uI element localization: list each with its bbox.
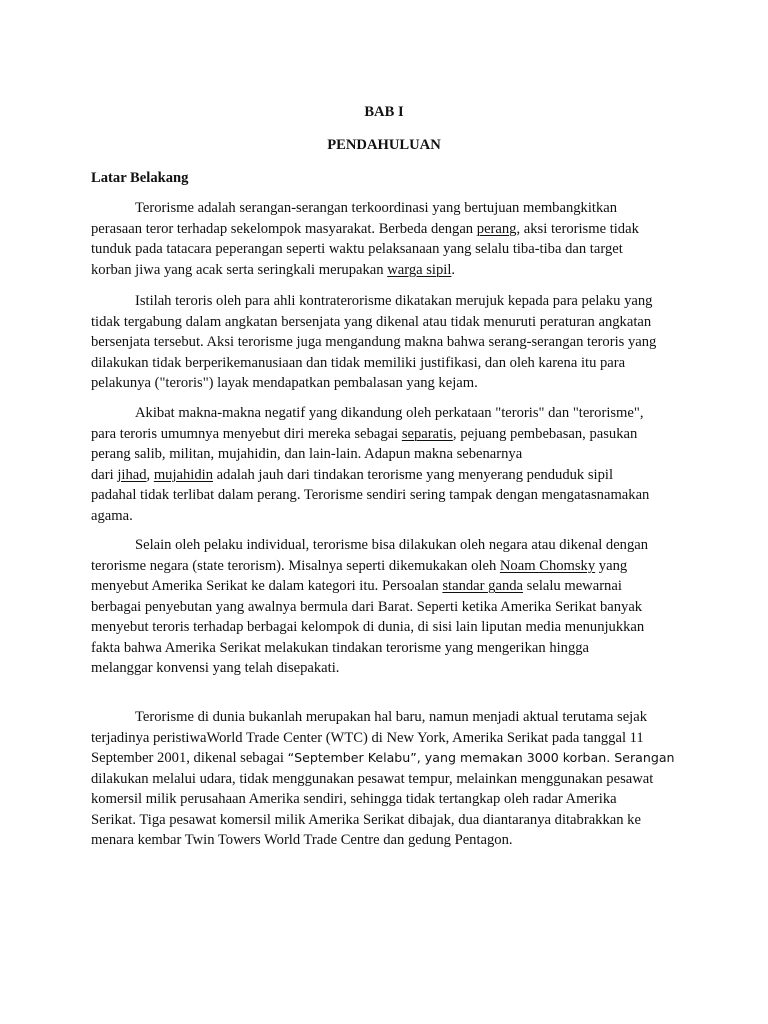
section-title: Latar Belakang	[91, 170, 189, 186]
paragraph-line: dilakukan tidak berperikemanusiaan dan tidak memiliki justifikasi, dan oleh karena itu para	[91, 354, 626, 371]
chapter-number: BAB I	[364, 104, 404, 120]
paragraph-line: Istilah teroris oleh para ahli kontraterorisme dikatakan merujuk kepada para pelaku yang	[135, 293, 653, 309]
paragraph-line: korban jiwa yang acak serta seringkali merupakan warga sipil.	[91, 261, 456, 278]
paragraph-line: menyebut Amerika Serikat ke dalam kategori itu. Persoalan standar ganda selalu mewarnai	[91, 578, 622, 594]
paragraph-1	[91, 198, 681, 280]
paragraph-line: Akibat makna-makna negatif yang dikandung oleh perkataan "teroris" dan "terorisme",	[135, 405, 644, 421]
paragraph-3	[91, 403, 681, 526]
paragraph-line: padahal tidak terlibat dalam perang. Terorisme sendiri sering tampak dengan mengatasnamakan	[91, 487, 650, 503]
link-mujahidin[interactable]: mujahidin	[153, 466, 214, 483]
paragraph-line: melanggar konvensi yang telah disepakati.	[91, 660, 340, 676]
paragraph-line: perasaan teror terhadap sekelompok masyarakat. Berbeda dengan perang, aksi terorisme tidak	[91, 220, 639, 237]
paragraph-line: komersil milik perusahaan Amerika sendiri, sehingga tidak tertangkap oleh radar Amerika	[91, 791, 617, 807]
paragraph-line: Terorisme adalah serangan-serangan terkoordinasi yang bertujuan membangkitkan	[135, 200, 618, 216]
paragraph-line: dari jihad, mujahidin adalah jauh dari tindakan terorisme yang menyerang penduduk sipil	[91, 466, 614, 483]
paragraph-line: menyebut teroris terhadap berbagai kelompok di dunia, di sisi lain liputan media menunjukkan	[91, 619, 645, 635]
paragraph-line: fakta bahwa Amerika Serikat melakukan tindakan terorisme yang mengerikan hingga	[91, 639, 590, 656]
link-noam-chomsky[interactable]: Noam Chomsky	[499, 557, 596, 574]
paragraph-5	[91, 707, 681, 851]
paragraph-line: berbagai penyebutan yang awalnya bermula dari Barat. Seperti ketika Amerika Serikat banyak	[91, 598, 643, 615]
paragraph-2	[91, 291, 681, 394]
paragraph-line: bersenjata tersebut. Aksi terorisme juga mengandung makna bahwa serang-serangan teroris yang	[91, 334, 657, 350]
paragraph-line: menara kembar Twin Towers World Trade Centre dan gedung Pentagon.	[91, 832, 513, 848]
paragraph-line: September 2001, dikenal sebagai “September Kelabu”, yang memakan 3000 korban. Serangan	[91, 750, 675, 766]
link-separatis[interactable]: separatis	[401, 425, 453, 442]
paragraph-line: Terorisme di dunia bukanlah merupakan hal baru, namun menjadi aktual terutama sejak	[135, 709, 648, 725]
paragraph-line: dilakukan melalui udara, tidak menggunakan pesawat tempur, melainkan menggunakan pesawat	[91, 770, 654, 787]
paragraph-line: tidak tergabung dalam angkatan bersenjata yang dikenal atau tidak menuruti peraturan angkatan	[91, 313, 652, 330]
paragraph-line: terorisme negara (state terorism). Misalnya seperti dikemukakan oleh Noam Chomsky yang	[91, 557, 628, 574]
paragraph-line: para teroris umumnya menyebut diri mereka sebagai separatis, pejuang pembebasan, pasukan	[91, 425, 638, 442]
paragraph-4	[91, 535, 681, 679]
chapter-title: PENDAHULUAN	[327, 137, 441, 153]
paragraph-line: tunduk pada tatacara peperangan seperti waktu pelaksanaan yang selalu tiba-tiba dan target	[91, 241, 623, 257]
paragraph-line: Selain oleh pelaku individual, terorisme bisa dilakukan oleh negara atau dikenal dengan	[135, 537, 649, 553]
link-warga-sipil[interactable]: warga sipil	[387, 261, 452, 278]
link-perang[interactable]: perang	[476, 220, 517, 237]
paragraph-line: agama.	[91, 507, 133, 524]
paragraph-line: Serikat. Tiga pesawat komersil milik Amerika Serikat dibajak, dua diantaranya ditabrakkan ke	[91, 811, 641, 828]
paragraph-line: perang salib, militan, mujahidin, dan lain-lain. Adapun makna sebenarnya	[91, 446, 523, 462]
link-jihad[interactable]: jihad	[117, 466, 147, 483]
paragraph-line: terjadinya peristiwaWorld Trade Center (WTC) di New York, Amerika Serikat pada tanggal 11	[91, 729, 644, 746]
paragraph-line: pelakunya ("teroris") layak mendapatkan pembalasan yang kejam.	[91, 375, 478, 391]
link-standar-ganda[interactable]: standar ganda	[442, 578, 524, 594]
